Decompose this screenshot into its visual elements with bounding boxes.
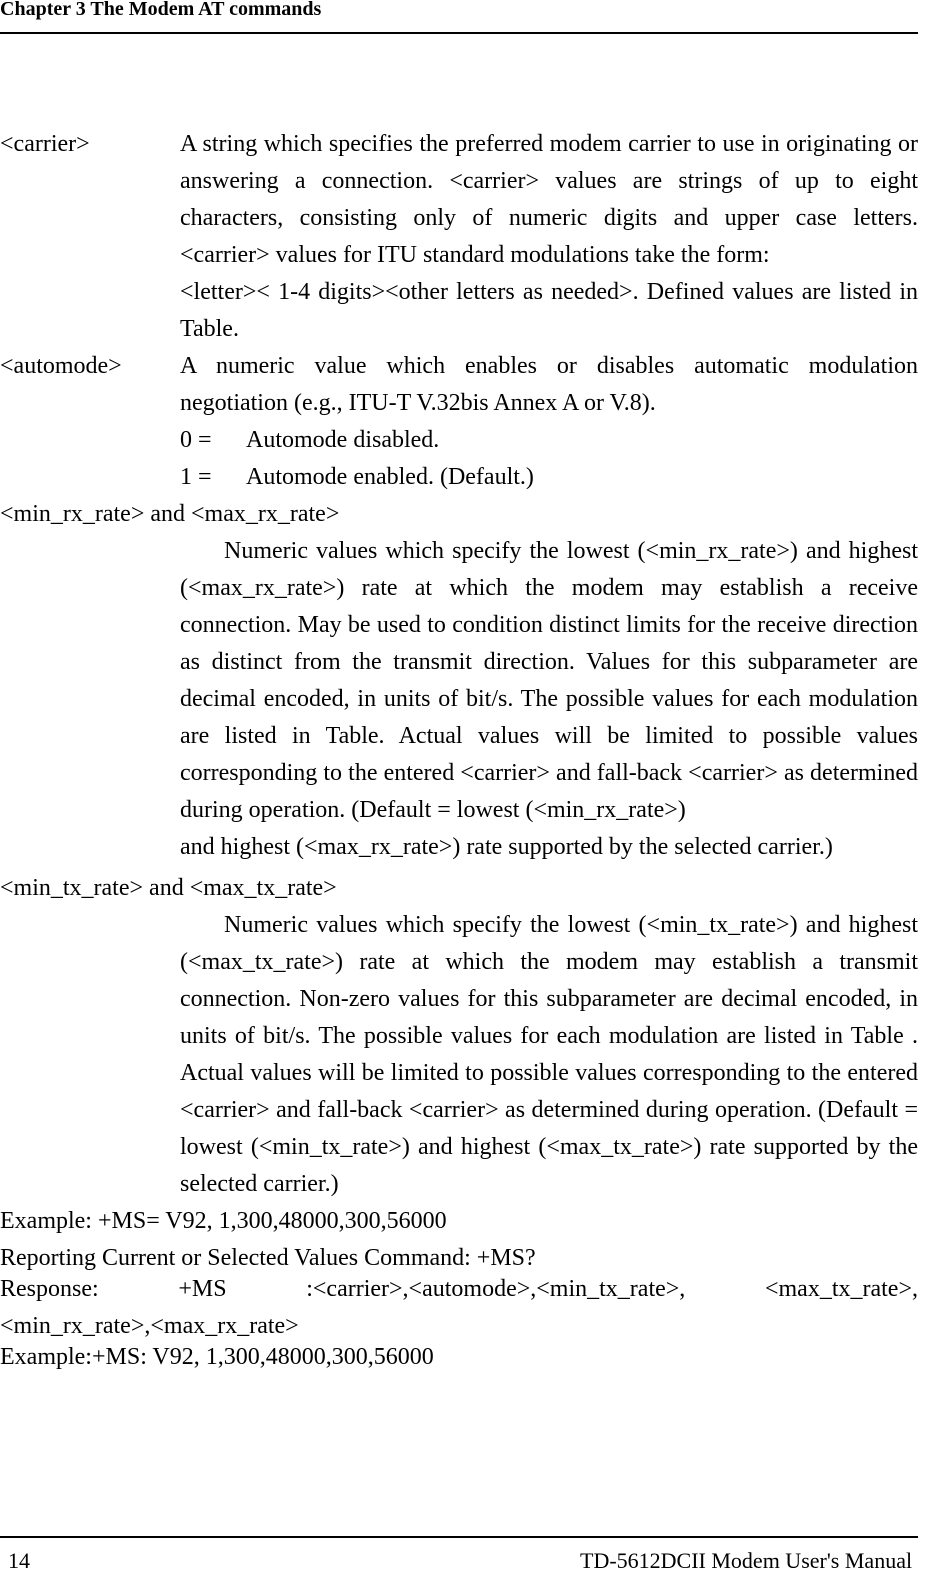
response-line-1: Response: +MS :<carrier>,<automode>,<min_tx_rate>, <max_tx_rate>, [0, 1276, 918, 1302]
tx-rate-definition [0, 870, 918, 1203]
page-footer [0, 1536, 918, 1573]
carrier-format-text: <letter>< 1-4 digits><other letters as needed>. Defined values are listed in Table. [180, 279, 918, 342]
automode-desc-text: A numeric value which enables or disables automatic modulation negotiation (e.g., ITU-T V.32bis Annex A or V.8). [180, 353, 918, 416]
set-example: Example: +MS= V92, 1,300,48000,300,56000 [0, 1208, 447, 1234]
page-number: 14 [8, 1548, 30, 1573]
reporting-command: Reporting Current or Selected Values Command: +MS? [0, 1245, 536, 1271]
tx-rate-desc-text: Numeric values which specify the lowest (<min_tx_rate>) and highest (<max_tx_rate>) rate at which the modem may establish a transmit connection. Non-zero values for this subparameter are decimal encoded, in units of bit/s. The possible values for each modulation are listed in Table . Actual values will be limited to possible values corresponding to the entered <carrier> and fall-back <carrier> as determined during operation. (Default = lowest (<min_tx_rate>) and highest (<max_tx_rate>) rate supported by the selected carrier.) [180, 912, 918, 1197]
automode-value-key: 1 = [180, 464, 212, 490]
automode-term: <automode> [0, 353, 122, 379]
rx-rate-description [180, 533, 918, 866]
automode-value-text: Automode enabled. (Default.) [246, 464, 534, 490]
carrier-definition [0, 126, 918, 348]
read-example: Example:+MS: V92, 1,300,48000,300,56000 [0, 1344, 434, 1370]
carrier-description [180, 126, 918, 348]
carrier-term: <carrier> [0, 131, 90, 157]
tx-rate-description [180, 907, 918, 1203]
response-line-2: <min_rx_rate>,<max_rx_rate> [0, 1313, 299, 1339]
rx-rate-definition [0, 496, 918, 866]
automode-value-key: 0 = [180, 427, 212, 453]
rx-rate-desc-text: Numeric values which specify the lowest (<min_rx_rate>) and highest (<max_rx_rate>) rate at which the modem may establish a receive connection. May be used to condition distinct limits for the receive direction as distinct from the transmit direction. Values for this subparameter are decimal encoded, in units of bit/s. The possible values for each modulation are listed in Table. Actual values will be limited to possible values corresponding to the entered <carrier> and fall-back <carrier> as determined during operation. (Default = lowest (<min_rx_rate>) [180, 538, 918, 823]
automode-definition [0, 348, 918, 496]
rx-rate-desc-last: and highest (<max_rx_rate>) rate supported by the selected carrier.) [180, 834, 833, 860]
manual-title: TD-5612DCII Modem User's Manual [580, 1548, 913, 1573]
automode-description [180, 348, 918, 422]
automode-value-0 [180, 422, 918, 459]
tx-rate-heading: <min_tx_rate> and <max_tx_rate> [0, 875, 337, 901]
carrier-desc-text: A string which specifies the preferred modem carrier to use in originating or answering a connection. <carrier> values are strings of up to eight characters, consisting only of numeric digits and upper case letters. <carrier> values for ITU standard modulations take the form: [180, 131, 918, 268]
document-body [0, 126, 918, 1376]
automode-value-text: Automode disabled. [246, 427, 440, 453]
chapter-title: Chapter 3 The Modem AT commands [0, 0, 322, 20]
rx-rate-heading: <min_rx_rate> and <max_rx_rate> [0, 501, 340, 527]
page-header [0, 0, 918, 34]
automode-value-1 [180, 459, 918, 496]
